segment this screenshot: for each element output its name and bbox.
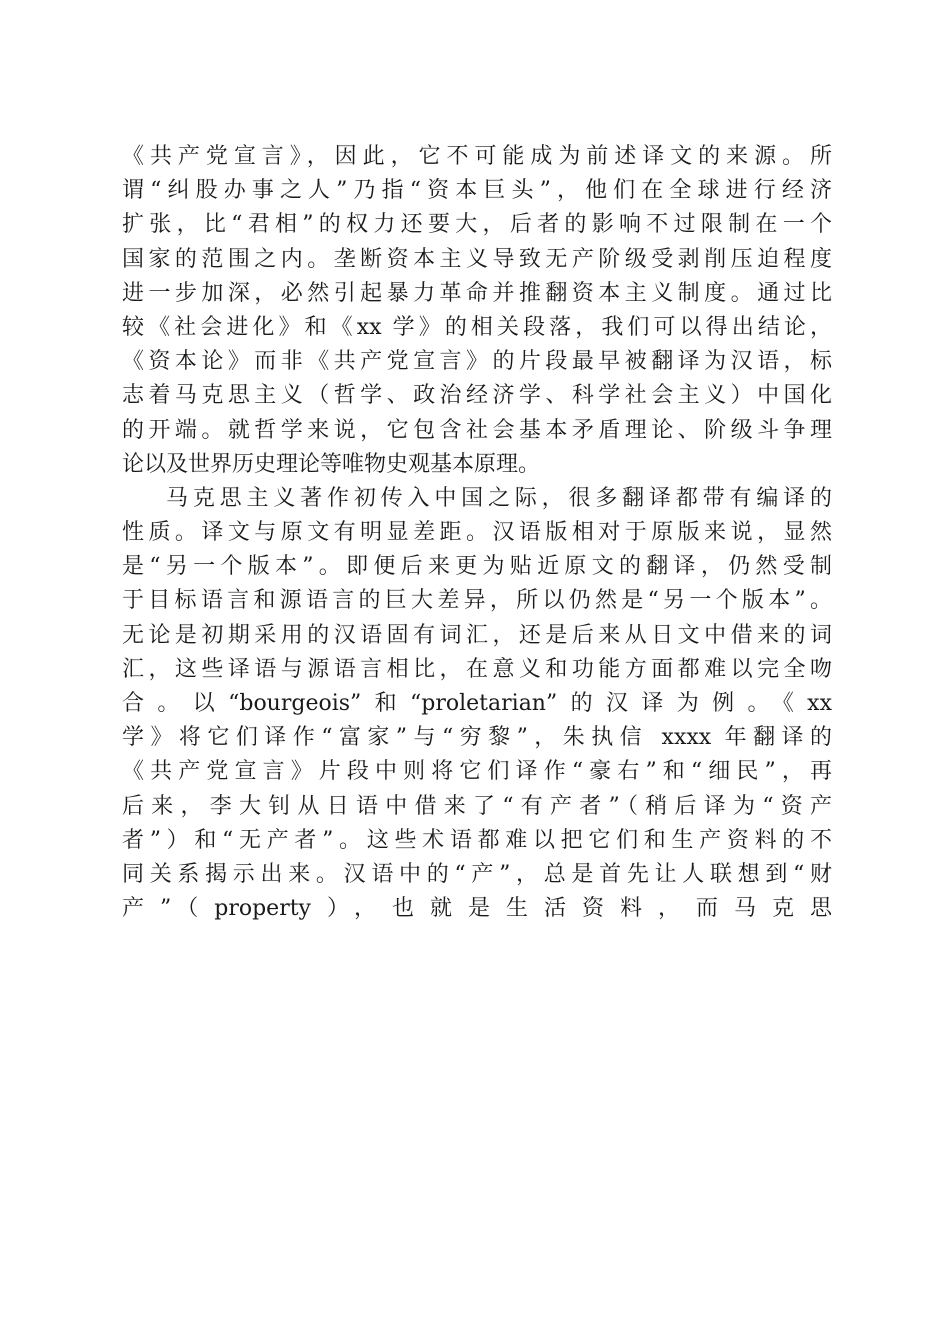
text-line: 《共产党宣言》片段中则将它们译作“豪右”和“细民”，再 — [122, 759, 832, 785]
text-line: 汇，这些译语与源语言相比，在意义和功能方面都难以完全吻 — [122, 656, 832, 682]
text-line: 后来，李大钊从日语中借来了“有产者”（稍后译为“资产 — [122, 793, 832, 819]
text-line: 学》将它们译作“富家”与“穷黎”，朱执信 xxxx 年翻译的 — [122, 725, 832, 751]
text-line: 性质。译文与原文有明显差距。汉语版相对于原版来说，显然 — [122, 520, 832, 546]
text-line: 论以及世界历史理论等唯物史观基本原理。 — [122, 451, 541, 477]
text-line: 于目标语言和源语言的巨大差异，所以仍然是“另一个版本”。 — [122, 588, 832, 614]
text-line: 产”（property），也就是生活资料，而马克思 — [122, 896, 832, 922]
text-line: 扩张，比“君相”的权力还要大，后者的影响不过限制在一个 — [122, 212, 832, 238]
text-line: 志着马克思主义（哲学、政治经济学、科学社会主义）中国化 — [122, 383, 832, 409]
text-line: 的开端。就哲学来说，它包含社会基本矛盾理论、阶级斗争理 — [122, 417, 832, 443]
text-line: 国家的范围之内。垄断资本主义导致无产阶级受剥削压迫程度 — [122, 246, 832, 272]
text-line: 合。以“bourgeois”和“proletarian”的汉译为例。《xx — [122, 691, 832, 716]
text-line: 较《社会进化》和《xx 学》的相关段落，我们可以得出结论， — [122, 314, 832, 340]
text-line: 同关系揭示出来。汉语中的“产”，总是首先让人联想到“财 — [122, 861, 832, 887]
text-line: 《共产党宣言》，因此，它不可能成为前述译文的来源。所 — [122, 144, 832, 169]
body-text — [122, 140, 832, 926]
text-line: 无论是初期采用的汉语固有词汇，还是后来从日文中借来的词 — [122, 622, 832, 648]
text-line: 马克思主义著作初传入中国之际，很多翻译都带有编译的 — [166, 485, 832, 511]
text-line: 是“另一个版本”。即便后来更为贴近原文的翻译，仍然受制 — [122, 554, 832, 580]
text-line: 谓“纠股办事之人”乃指“资本巨头”，他们在全球进行经济 — [122, 178, 832, 204]
text-line: 进一步加深，必然引起暴力革命并推翻资本主义制度。通过比 — [122, 280, 832, 306]
paragraph-1 — [122, 140, 832, 482]
paragraph-2 — [122, 482, 832, 926]
text-line: 者”）和“无产者”。这些术语都难以把它们和生产资料的不 — [122, 827, 832, 853]
text-line: 《资本论》而非《共产党宣言》的片段最早被翻译为汉语，标 — [122, 349, 832, 375]
